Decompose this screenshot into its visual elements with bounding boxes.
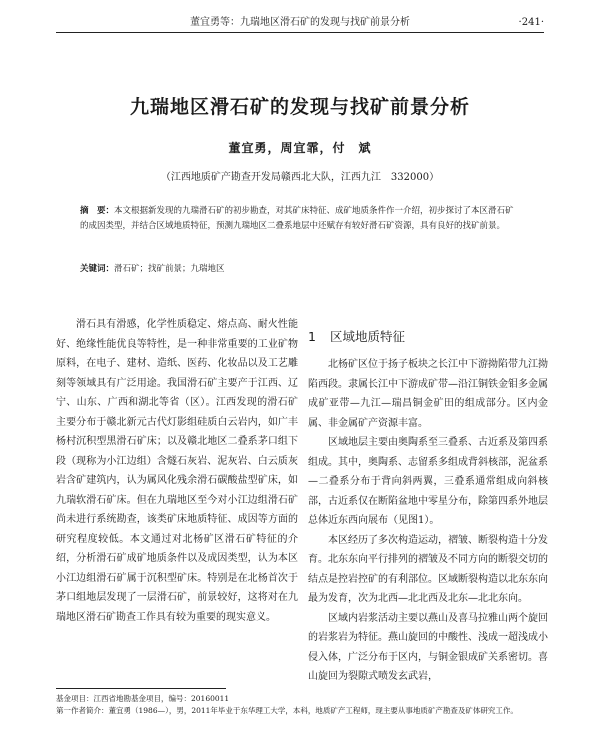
- right-column: [308, 315, 548, 687]
- footnotes: [56, 693, 544, 717]
- body-paragraph-4: 区域内岩浆活动主要以燕山及喜马拉雅山两个旋回的岩浆岩为特征。燕山旋回的中酸性、浅成一超浅成小侵入体，广泛分布于区内，与铜金银成矿关系密切。喜山旋回为裂隙式喷发玄武岩，: [308, 612, 548, 682]
- left-column: [56, 315, 298, 627]
- abstract: [80, 204, 518, 234]
- paper-authors: 董宜勇，周宜霏，付 斌: [228, 141, 372, 155]
- running-title: 董宜勇等：九瑞地区滑石矿的发现与找矿前景分析: [190, 17, 410, 28]
- body-paragraph-2: 区域地层主要由奥陶系至三叠系、古近系及第四系组成。其中，奥陶系、志留系多组成背斜核部，泥盆系—二叠系分布于背向斜两翼，三叠系通常组成向斜核部，古近系仅在断陷盆地中零星分布，除第四系外地层总体近东西向展布（见图1）。: [308, 437, 548, 526]
- abstract-label: 摘 要：: [80, 206, 115, 216]
- body-paragraph-3: 本区经历了多次构造运动，褶皱、断裂构造十分发育。北东东向平行排列的褶皱及不同方向的断裂交切的结点是控岩控矿的有利部位。区域断裂构造以北东东向最为发育，次为北西—北北西及北东—北北东向。: [308, 534, 548, 604]
- page-number: ·241·: [518, 17, 544, 28]
- paper-affiliation: （江西地质矿产勘查开发局赣西北大队，江西九江 332000）: [160, 172, 440, 183]
- footnote-divider: [56, 688, 226, 689]
- keywords-text: 滑石矿；找矿前景；九瑞地区: [114, 264, 225, 274]
- section-number: 1: [308, 329, 316, 344]
- keywords: [80, 262, 518, 277]
- section-title: 区域地质特征: [329, 329, 405, 344]
- running-header: [56, 14, 544, 33]
- abstract-text: 本文根据新发现的九瑞滑石矿的初步勘查，对其矿床特征、成矿地质条件作一介绍，初步探讨了本区滑石矿的成因类型，并结合区域地质特征，预测九瑞地区二叠系地层中还赋存有较好滑石矿资源，具有良好的找矿前景。: [80, 206, 514, 231]
- body-paragraph-1: 北杨矿区位于扬子板块之长江中下游拗陷带九江拗陷西段。隶属长江中下游成矿带—沿江铜铁金钼多金属成矿亚带—九江—瑞昌铜金矿田的组成部分。区内金属、非金属矿产资源丰富。: [308, 359, 548, 429]
- section-heading: [308, 327, 548, 347]
- footnote-author-bio: 第一作者简介：董宜勇（1986—），男，2011年毕业于东华理工大学，本科，地质矿产工程师，现主要从事地质矿产勘查及矿体研究工作。: [56, 706, 518, 715]
- intro-paragraph: 滑石具有滑感，化学性质稳定、熔点高、耐火性能好、绝缘性能优良等特性，是一种非常重要的工业矿物原料，在电子、建材、造纸、医药、化妆品以及工艺雕刻等领域具有广泛用途。我国滑石矿主要产于江西、辽宁、山东、广西和湖北等省（区）。江西发现的滑石矿主要分布于赣北新元古代灯影组硅质白云岩内，如广丰杨村沉积型黑滑石矿床；以及赣北地区二叠系茅口组下段（现称为小江边组）含燧石灰岩、泥灰岩、白云质灰岩含矿建筑内，认为属风化残余滑石碳酸盐型矿床，如九瑞软滑石矿床。但在九瑞地区至今对小江边组滑石矿尚未进行系统勘查，该类矿床地质特征、成因等方面的研究程度较低。本文通过对北杨矿区滑石矿特征的介绍，分析滑石矿成矿地质条件以及成因类型，认为本区小江边组滑石矿属于沉积型矿床。特别是在北杨首次于茅口组地层发现了一层滑石矿，前景较好，这将对在九瑞地区滑石矿勘查工作具有较为重要的现实意义。: [56, 319, 298, 623]
- paper-title: 九瑞地区滑石矿的发现与找矿前景分析: [129, 96, 470, 118]
- footnote-fund: 基金项目：江西省地勘基金项目，编号：20160011: [56, 694, 230, 703]
- keywords-label: 关键词：: [80, 264, 115, 274]
